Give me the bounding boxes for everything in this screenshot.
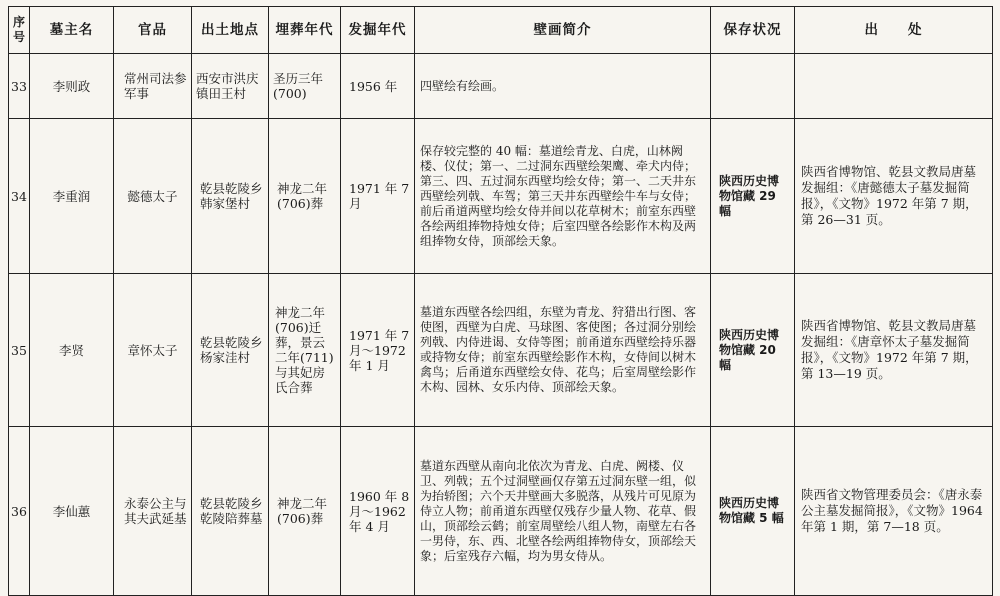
cell-rank: 常州司法参军事 — [114, 54, 192, 119]
cell-preservation: 陕西历史博物馆藏 29 幅 — [711, 119, 795, 274]
header-source: 出 处 — [795, 7, 993, 54]
table-row — [9, 54, 993, 119]
cell-rank: 懿德太子 — [114, 119, 192, 274]
cell-source: 陕西省博物馆、乾县文教局唐墓发掘组：《唐懿德太子墓发掘简报》，《文物》1972 年第 7 期，第 26—31 页。 — [795, 119, 993, 274]
cell-name: 李则政 — [30, 54, 114, 119]
header-rank: 官品 — [114, 7, 192, 54]
header-burial: 埋葬年代 — [269, 7, 341, 54]
cell-source: 陕西省博物馆、乾县文教局唐墓发掘组：《唐章怀太子墓发掘简报》，《文物》1972 年第 7 期，第 13—19 页。 — [795, 274, 993, 427]
header-mural: 壁画简介 — [415, 7, 711, 54]
cell-preservation — [711, 54, 795, 119]
cell-burial: 圣历三年(700) — [269, 54, 341, 119]
cell-burial: 神龙二年(706)迁葬，景云二年(711)与其妃房氏合葬 — [269, 274, 341, 427]
cell-no: 36 — [9, 427, 30, 596]
cell-name: 李仙蕙 — [30, 427, 114, 596]
cell-name: 李贤 — [30, 274, 114, 427]
cell-source: 陕西省文物管理委员会：《唐永泰公主墓发掘简报》，《文物》1964 年第 1 期，第 7—18 页。 — [795, 427, 993, 596]
cell-no: 35 — [9, 274, 30, 427]
header-no: 序号 — [9, 7, 30, 54]
cell-no: 34 — [9, 119, 30, 274]
cell-burial: 神龙二年(706)葬 — [269, 427, 341, 596]
cell-name: 李重润 — [30, 119, 114, 274]
cell-excavation: 1960 年 8 月～1962 年 4 月 — [341, 427, 415, 596]
cell-burial: 神龙二年(706)葬 — [269, 119, 341, 274]
cell-mural: 墓道东西壁各绘四组，东壁为青龙、狩猎出行图、客使图，西壁为白虎、马球图、客使图；各过洞分别绘列戟、内侍进谒、女侍等图；前甬道东西壁绘持乐器或持物女侍；前室东西壁绘影作木构，女侍间以树木禽鸟；后甬道东西壁绘女侍、花鸟；后室周壁绘影作木构、园林、女乐内侍、顶部绘天象。 — [415, 274, 711, 427]
cell-preservation: 陕西历史博物馆藏 20 幅 — [711, 274, 795, 427]
tomb-mural-table — [8, 6, 993, 596]
cell-mural: 保存较完整的 40 幅：墓道绘青龙、白虎，山林阙楼、仪仗；第一、二过洞东西壁绘架鹰、牵犬内侍；第三、四、五过洞东西壁均绘女侍；第一、二天井东西壁绘列戟、车驾；第三天井东西壁绘牛车与女侍；前后甬道两壁均绘女侍并间以花草树木；前室东西壁各绘两组捧物持烛女侍；后室四壁各绘影作木构及两组捧物女侍，顶部绘天象。 — [415, 119, 711, 274]
header-name: 墓主名 — [30, 7, 114, 54]
cell-site: 乾县乾陵乡杨家洼村 — [192, 274, 269, 427]
cell-site: 乾县乾陵乡乾陵陪葬墓 — [192, 427, 269, 596]
cell-source — [795, 54, 993, 119]
header-row — [9, 7, 993, 54]
header-site: 出土地点 — [192, 7, 269, 54]
cell-preservation: 陕西历史博物馆藏 5 幅 — [711, 427, 795, 596]
cell-rank: 章怀太子 — [114, 274, 192, 427]
header-preservation: 保存状况 — [711, 7, 795, 54]
cell-no: 33 — [9, 54, 30, 119]
cell-site: 乾县乾陵乡韩家堡村 — [192, 119, 269, 274]
cell-excavation: 1971 年 7 月～1972 年 1 月 — [341, 274, 415, 427]
cell-excavation: 1971 年 7 月 — [341, 119, 415, 274]
cell-rank: 永泰公主与其夫武延基 — [114, 427, 192, 596]
table-row — [9, 119, 993, 274]
table-row — [9, 274, 993, 427]
cell-mural: 墓道东西壁从南向北依次为青龙、白虎、阙楼、仪卫、列戟；五个过洞壁画仅存第五过洞东壁一组，似为抬轿图；六个天井壁画大多脱落，从残片可见原为侍立人物；前甬道东西壁仅残存少量人物、花草、假山，顶部绘云鹤；前室周壁绘八组人物，南壁左右各一男侍，东、西、北壁各绘两组捧物侍女，顶部绘天象；后室残存六幅，均为男女侍从。 — [415, 427, 711, 596]
header-excavation: 发掘年代 — [341, 7, 415, 54]
cell-excavation: 1956 年 — [341, 54, 415, 119]
table-row — [9, 427, 993, 596]
cell-site: 西安市洪庆镇田王村 — [192, 54, 269, 119]
cell-mural: 四壁绘有绘画。 — [415, 54, 711, 119]
